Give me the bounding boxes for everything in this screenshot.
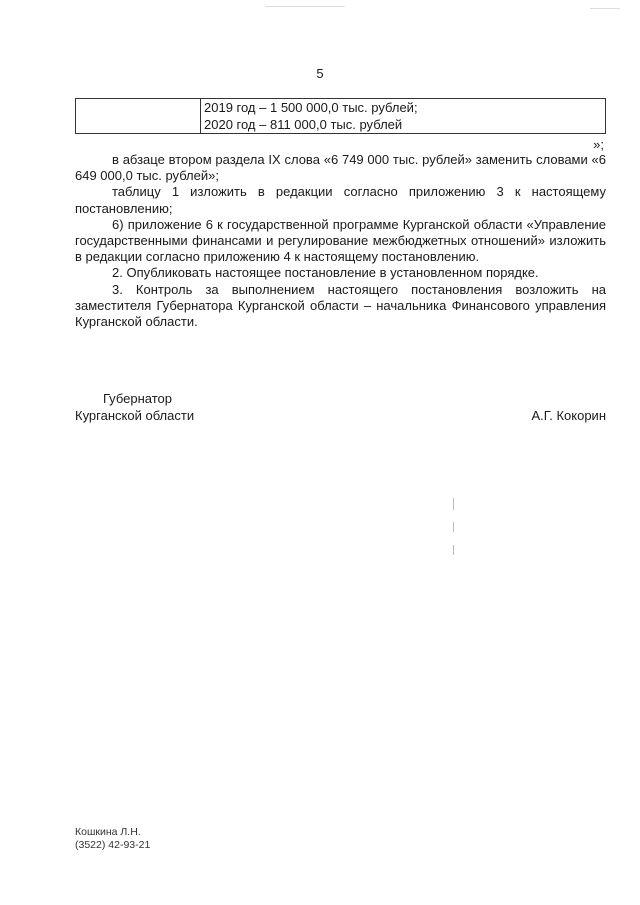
table-row: [76, 99, 606, 134]
table-empty-cell: [76, 99, 201, 134]
executor-name: Кошкина Л.Н.: [75, 826, 141, 838]
page-number: 5: [316, 66, 324, 81]
paragraph-appendix-6: 6) приложение 6 к государственной программе Курганской области «Управление государственными финансами и регулирование межбюджетных отношений» изложить в редакции согласно приложению 4 к настоящему постановлению.: [75, 216, 606, 265]
paragraph-section-ix: в абзаце втором раздела IX слова «6 749 000 тыс. рублей» заменить словами «6 649 000,0 тыс. рублей»;: [75, 152, 606, 184]
signature-block: [75, 390, 606, 424]
signer-title: Губернатор: [103, 391, 172, 406]
signer-name: А.Г. Кокорин: [531, 408, 606, 423]
closing-quote: »;: [593, 137, 604, 152]
signer-region: Курганской области: [75, 408, 195, 423]
executor-info: [75, 826, 150, 852]
executor-phone: (3522) 42-93-21: [75, 839, 151, 851]
funding-2020-line: 2020 год – 811 000,0 тыс. рублей: [204, 117, 403, 132]
scan-artifact: [453, 498, 454, 510]
table-funding-cell: [201, 99, 606, 134]
scan-artifact: [265, 6, 345, 7]
funding-2019-line: 2019 год – 1 500 000,0 тыс. рублей;: [204, 100, 418, 115]
amendments-section: [75, 152, 606, 330]
paragraph-table-1: таблицу 1 изложить в редакции согласно приложению 3 к настоящему постановлению;: [75, 184, 606, 216]
funding-table: [75, 98, 606, 134]
scan-artifact: [453, 545, 454, 555]
scan-artifact: [590, 8, 620, 9]
paragraph-publish: 2. Опубликовать настоящее постановление в установленном порядке.: [112, 265, 539, 281]
scan-artifact: [453, 522, 454, 532]
paragraph-control: 3. Контроль за выполнением настоящего постановления возложить на заместителя Губернатора Курганской области – начальника Финансового управления Курганской области.: [75, 281, 606, 330]
